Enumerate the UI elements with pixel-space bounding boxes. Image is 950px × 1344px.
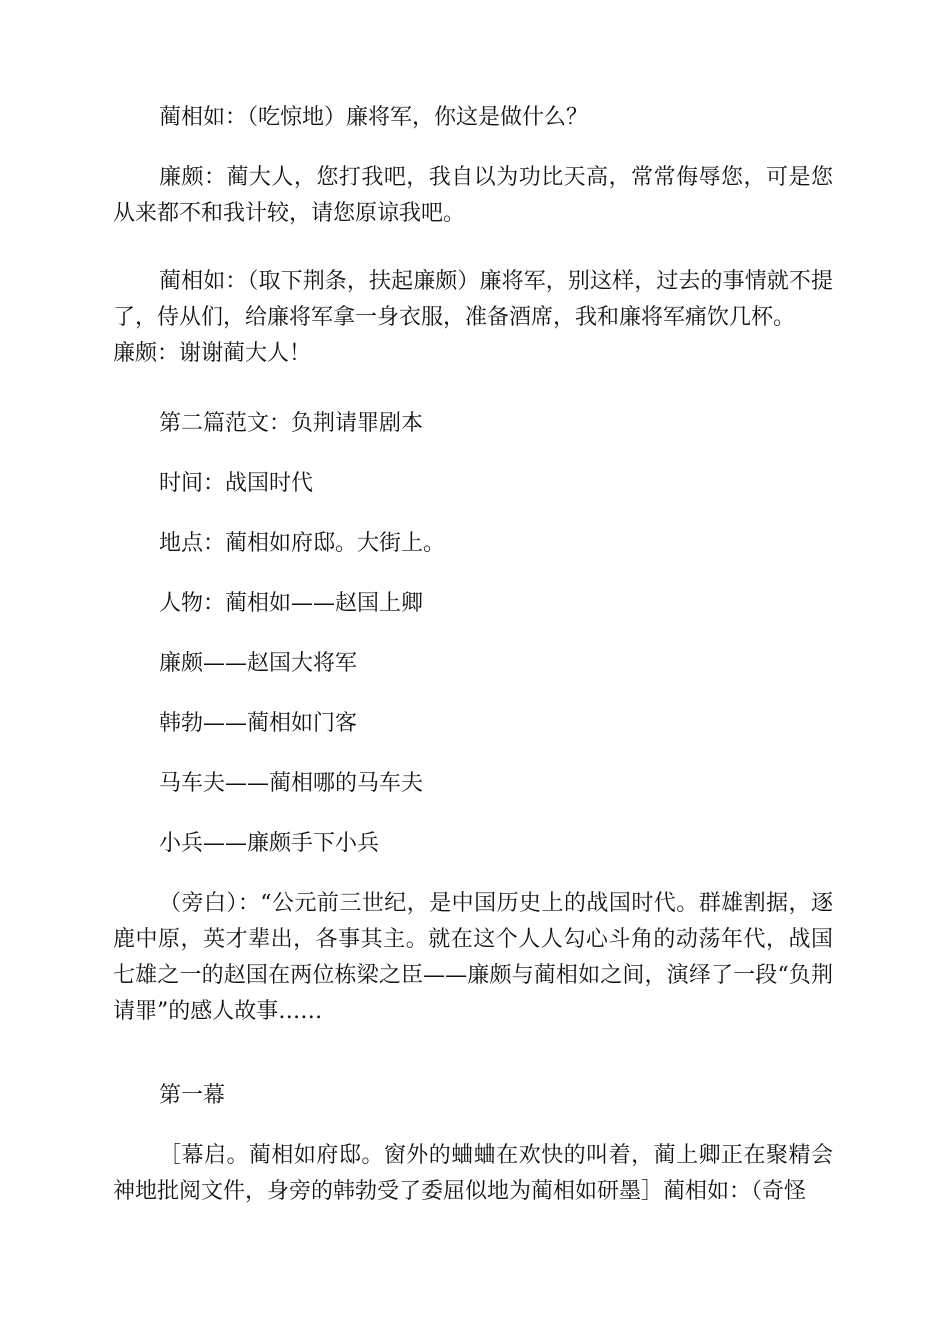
paragraph-lian-apology: 廉颇：蔺大人，您打我吧，我自以为功比天高，常常侮辱您，可是您从来都不和我计较，请您原谅我吧。 bbox=[113, 165, 833, 226]
paragraph-characters: 人物：蔺相如——赵国上卿 bbox=[159, 591, 424, 616]
act-one-heading: 第一幕 bbox=[159, 1083, 226, 1108]
paragraph-lin-surprised: 蔺相如：（吃惊地）廉将军，你这是做什么？ bbox=[159, 105, 589, 130]
character-soldier: 小兵——廉颇手下小兵 bbox=[159, 831, 380, 856]
character-lian-po: 廉颇——赵国大将军 bbox=[159, 651, 358, 676]
character-coachman: 马车夫——蔺相哪的马车夫 bbox=[159, 771, 424, 796]
paragraph-location: 地点：蔺相如府邸。大街上。 bbox=[159, 531, 446, 556]
paragraph-lin-forgives: 蔺相如：（取下荆条，扶起廉颇）廉将军，别这样，过去的事情就不提了，侍从们，给廉将军拿一身衣服，准备酒席，我和廉将军痛饮几杯。 bbox=[113, 269, 833, 330]
paragraph-narration: （旁白）：“公元前三世纪，是中国历史上的战国时代。群雄割据，逐鹿中原，英才辈出，各事其主。就在这个人人勾心斗角的动荡年代，战国七雄之一的赵国在两位栋梁之臣——廉颇与蔺相如之间，演绎了一段“负荆请罪”的感人故事…… bbox=[113, 891, 833, 1024]
character-han-bo: 韩勃——蔺相如门客 bbox=[159, 711, 358, 736]
paragraph-act-one-opening: ［幕启。蔺相如府邸。窗外的蛐蛐在欢快的叫着，蔺上卿正在聚精会神地批阅文件，身旁的韩勃受了委屈似地为蔺相如研墨］蔺相如：（奇怪 bbox=[113, 1143, 833, 1204]
section-title-second-script: 第二篇范文：负荆请罪剧本 bbox=[159, 411, 424, 436]
paragraph-time: 时间：战国时代 bbox=[159, 471, 314, 496]
paragraph-lian-thanks: 廉颇：谢谢蔺大人！ bbox=[113, 341, 312, 366]
